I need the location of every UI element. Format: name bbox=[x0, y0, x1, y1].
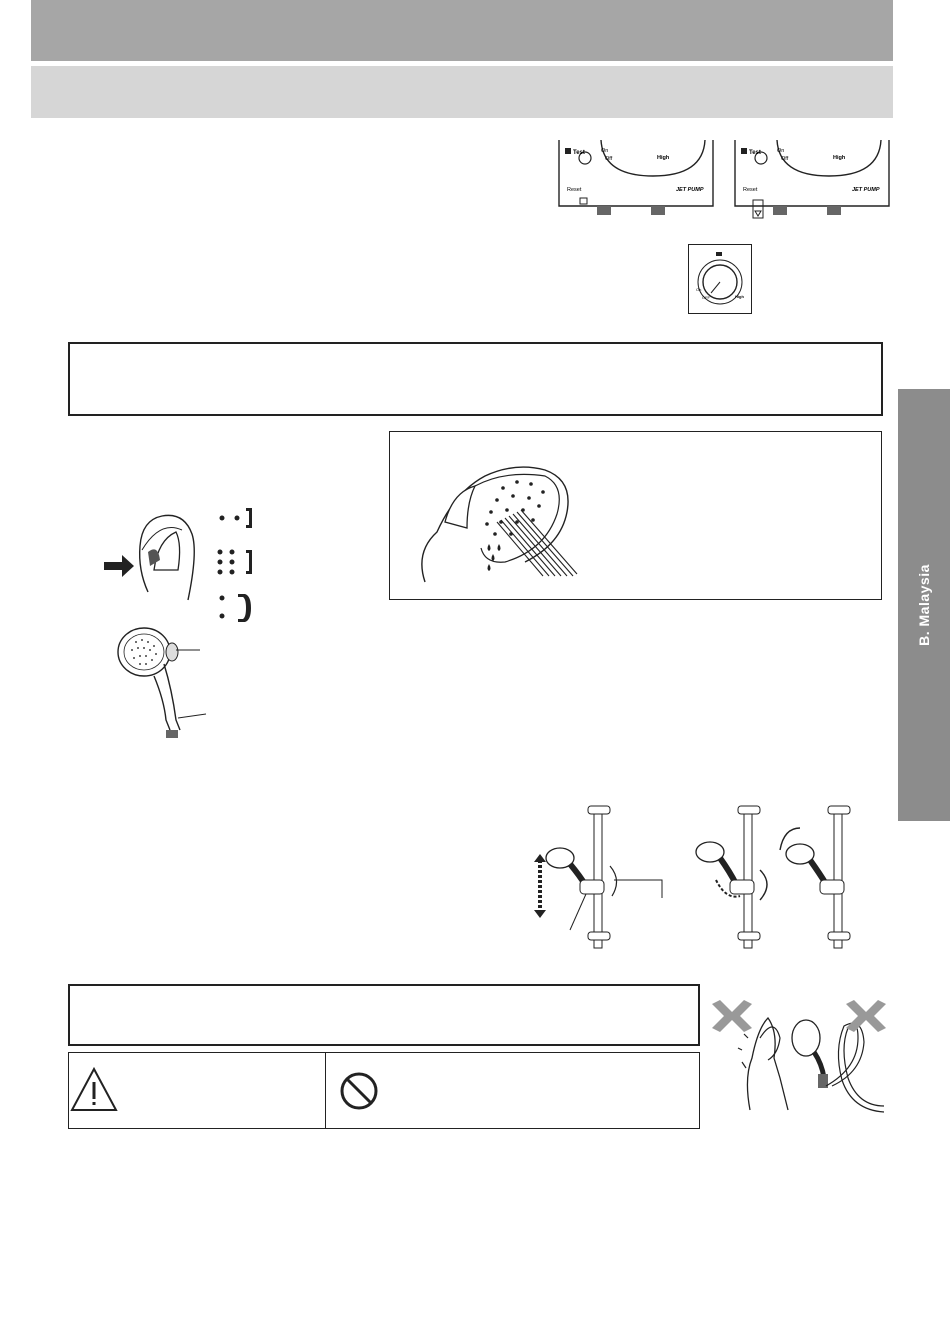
shower-head-spray-illustration bbox=[405, 452, 595, 587]
slide-bar-3 bbox=[780, 806, 850, 948]
heater-unit-right bbox=[735, 140, 889, 218]
reset-label: Reset bbox=[567, 187, 582, 193]
side-tab-label: B. Malaysia bbox=[916, 564, 932, 646]
subheader-band bbox=[31, 66, 893, 118]
reset-label: Reset bbox=[743, 187, 758, 193]
notice-box bbox=[68, 342, 883, 416]
language-side-tab[interactable] bbox=[898, 389, 950, 821]
header-band bbox=[31, 0, 893, 61]
brand-label: JET PUMP bbox=[676, 187, 704, 193]
slide-bar-illustration bbox=[530, 800, 860, 955]
warning-table bbox=[68, 1052, 700, 1129]
arrow-right-icon bbox=[104, 555, 134, 577]
off-label: Off bbox=[605, 156, 613, 162]
caution-box bbox=[68, 984, 700, 1046]
dial-high-label: High bbox=[735, 294, 744, 299]
spray-mode-illustration bbox=[100, 500, 270, 625]
dial-on-label: On bbox=[696, 287, 702, 292]
on-label: On bbox=[601, 148, 609, 154]
warning-triangle-icon bbox=[70, 1066, 120, 1114]
high-label: High bbox=[657, 155, 670, 161]
on-label: On bbox=[777, 148, 785, 154]
prohibition-icon bbox=[338, 1070, 380, 1112]
dial-detail-illustration bbox=[688, 244, 752, 314]
test-label: Test bbox=[573, 150, 585, 156]
test-label: Test bbox=[749, 150, 761, 156]
brand-label: JET PUMP bbox=[852, 187, 880, 193]
heater-unit-left bbox=[559, 140, 713, 215]
slide-bar-1 bbox=[534, 806, 662, 948]
dial-off-label: OFF bbox=[702, 295, 710, 300]
cross-mark-icon bbox=[846, 1000, 886, 1032]
high-label: High bbox=[833, 155, 846, 161]
hand-shower-illustration bbox=[110, 620, 220, 740]
off-label: Off bbox=[781, 156, 789, 162]
slide-bar-2 bbox=[696, 806, 767, 948]
cross-mark-icon bbox=[712, 1000, 752, 1032]
improper-use-illustration bbox=[708, 998, 892, 1118]
heater-units-illustration bbox=[553, 140, 893, 222]
